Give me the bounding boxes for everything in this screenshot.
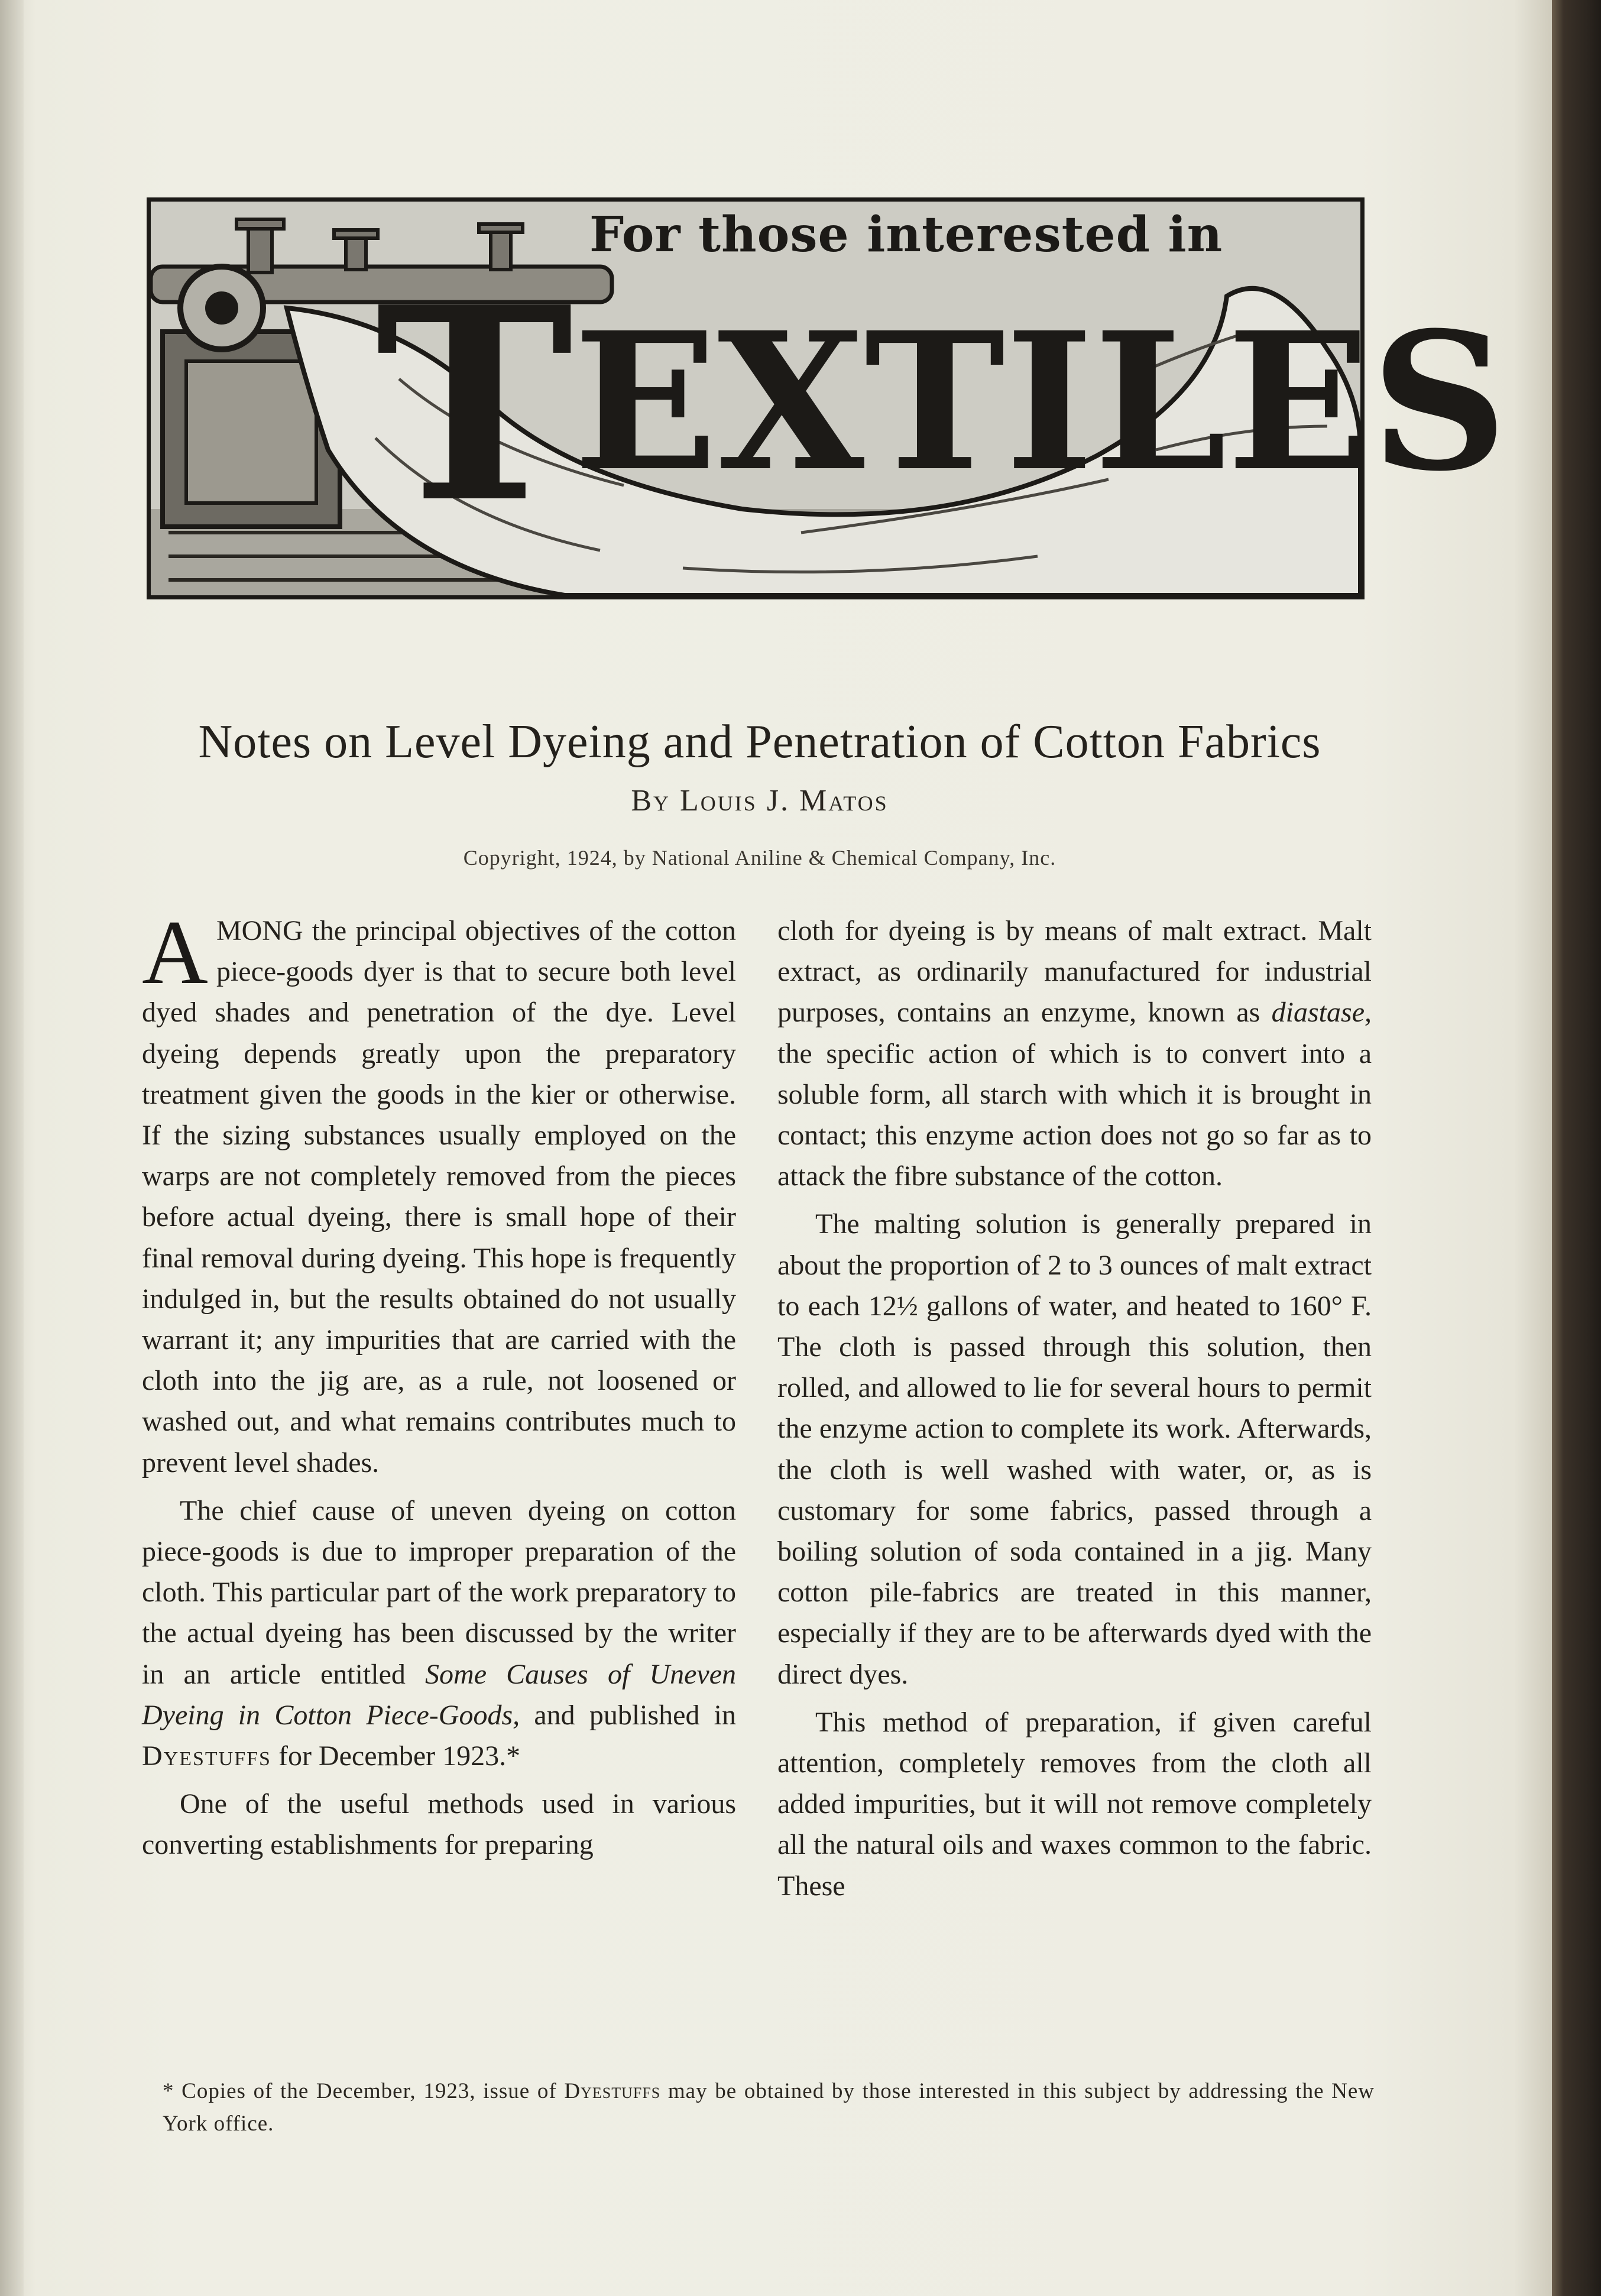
paragraph-text: MONG the principal objectives of the cotton piece-goods dyer is that to secure both level dyed shades and penetration of the dye. Level dyeing depends greatly upon the preparatory treatment given the goods in the kier or otherwise. If the sizing substances usually employed on the warps are not completely removed from the pieces before actual dyeing, there is small hope of their final removal during dyeing. This hope is frequently indulged in, but the results obtained do not usually warrant it; any impurities that are carried with the cloth into the jig are, as a rule, not loosened or washed out, and what remains contributes much to prevent level shades.	[142, 915, 736, 1478]
footnote	[163, 2075, 1375, 2140]
italic-term: diastase,	[1271, 997, 1372, 1029]
banner-heading-capital: T	[375, 249, 573, 562]
left-column	[142, 901, 737, 1873]
paragraph	[142, 1490, 736, 1776]
paragraph-text: This method of preparation, if given careful attention, completely removes from the cloth all added impurities, but it will not remove completely all the natural oils and waxes common to the fabric. These	[777, 1706, 1372, 1902]
right-column	[777, 910, 1372, 1914]
paragraph-text: and published in	[520, 1699, 737, 1731]
paragraph	[142, 1783, 736, 1865]
paragraph-text: for December 1923.*	[271, 1740, 521, 1772]
banner-heading-rest: EXTILES	[573, 291, 1508, 513]
banner-heading	[375, 249, 1508, 562]
drop-cap: A	[142, 901, 208, 1003]
paragraph-text: cloth for dyeing is by means of malt extract. Malt extract, as ordinarily manufactured for industrial purposes, contains an enzyme, known as	[777, 915, 1372, 1029]
page-gutter	[0, 0, 24, 2296]
paragraph	[777, 910, 1372, 1196]
article-byline: By Louis J. Matos	[631, 784, 889, 818]
book-binding-edge	[1552, 0, 1601, 2296]
footnote-text: may be obtained by those interested in this subject by addressing the New York office.	[163, 2079, 1375, 2136]
textiles-banner	[147, 197, 1508, 599]
publication-name: Dyestuffs	[142, 1740, 271, 1772]
paragraph-text: the specific action of which is to convert into a soluble form, all starch with which it is brought in contact; this enzyme action does not go so far as to attack the fibre substance of the cotton.	[777, 1037, 1372, 1192]
paragraph-text: The malting solution is generally prepared in about the proportion of 2 to 3 ounces of malt extract to each 12½ gallons of water, and heated to 160° F. The cloth is passed through this solution, then rolled, and allowed to lie for several hours to permit the enzyme action to complete its work. Afterwards, the cloth is well washed with water, or, as is customary for some fabrics, passed through a boiling solution of soda contained in a jig. Many cotton pile-fabrics are treated in this manner, especially if they are to be afterwards dyed with the direct dyes.	[777, 1208, 1372, 1690]
paragraph	[142, 901, 736, 1483]
paragraph-text: The chief cause of uneven dyeing on cotton piece-goods is due to improper preparation of the cloth. This particular part of the work preparatory to the actual dyeing has been discussed by the writer in an article entitled	[142, 1494, 736, 1690]
banner-tagline: For those interested in	[589, 206, 1223, 263]
article-title: Notes on Level Dyeing and Penetration of Cotton Fabrics	[198, 716, 1321, 768]
copyright-notice: Copyright, 1924, by National Aniline & Chemical Company, Inc.	[463, 846, 1056, 870]
footnote-text: * Copies of the December, 1923, issue of	[163, 2079, 565, 2103]
publication-name: Dyestuffs	[564, 2079, 661, 2103]
paragraph-text: One of the useful methods used in various converting establishments for preparing	[142, 1788, 736, 1861]
paragraph	[777, 1702, 1372, 1906]
paragraph	[777, 1204, 1372, 1694]
cited-article-title: Some Causes of Uneven Dyeing in Cotton Piece-Goods,	[142, 1658, 737, 1731]
